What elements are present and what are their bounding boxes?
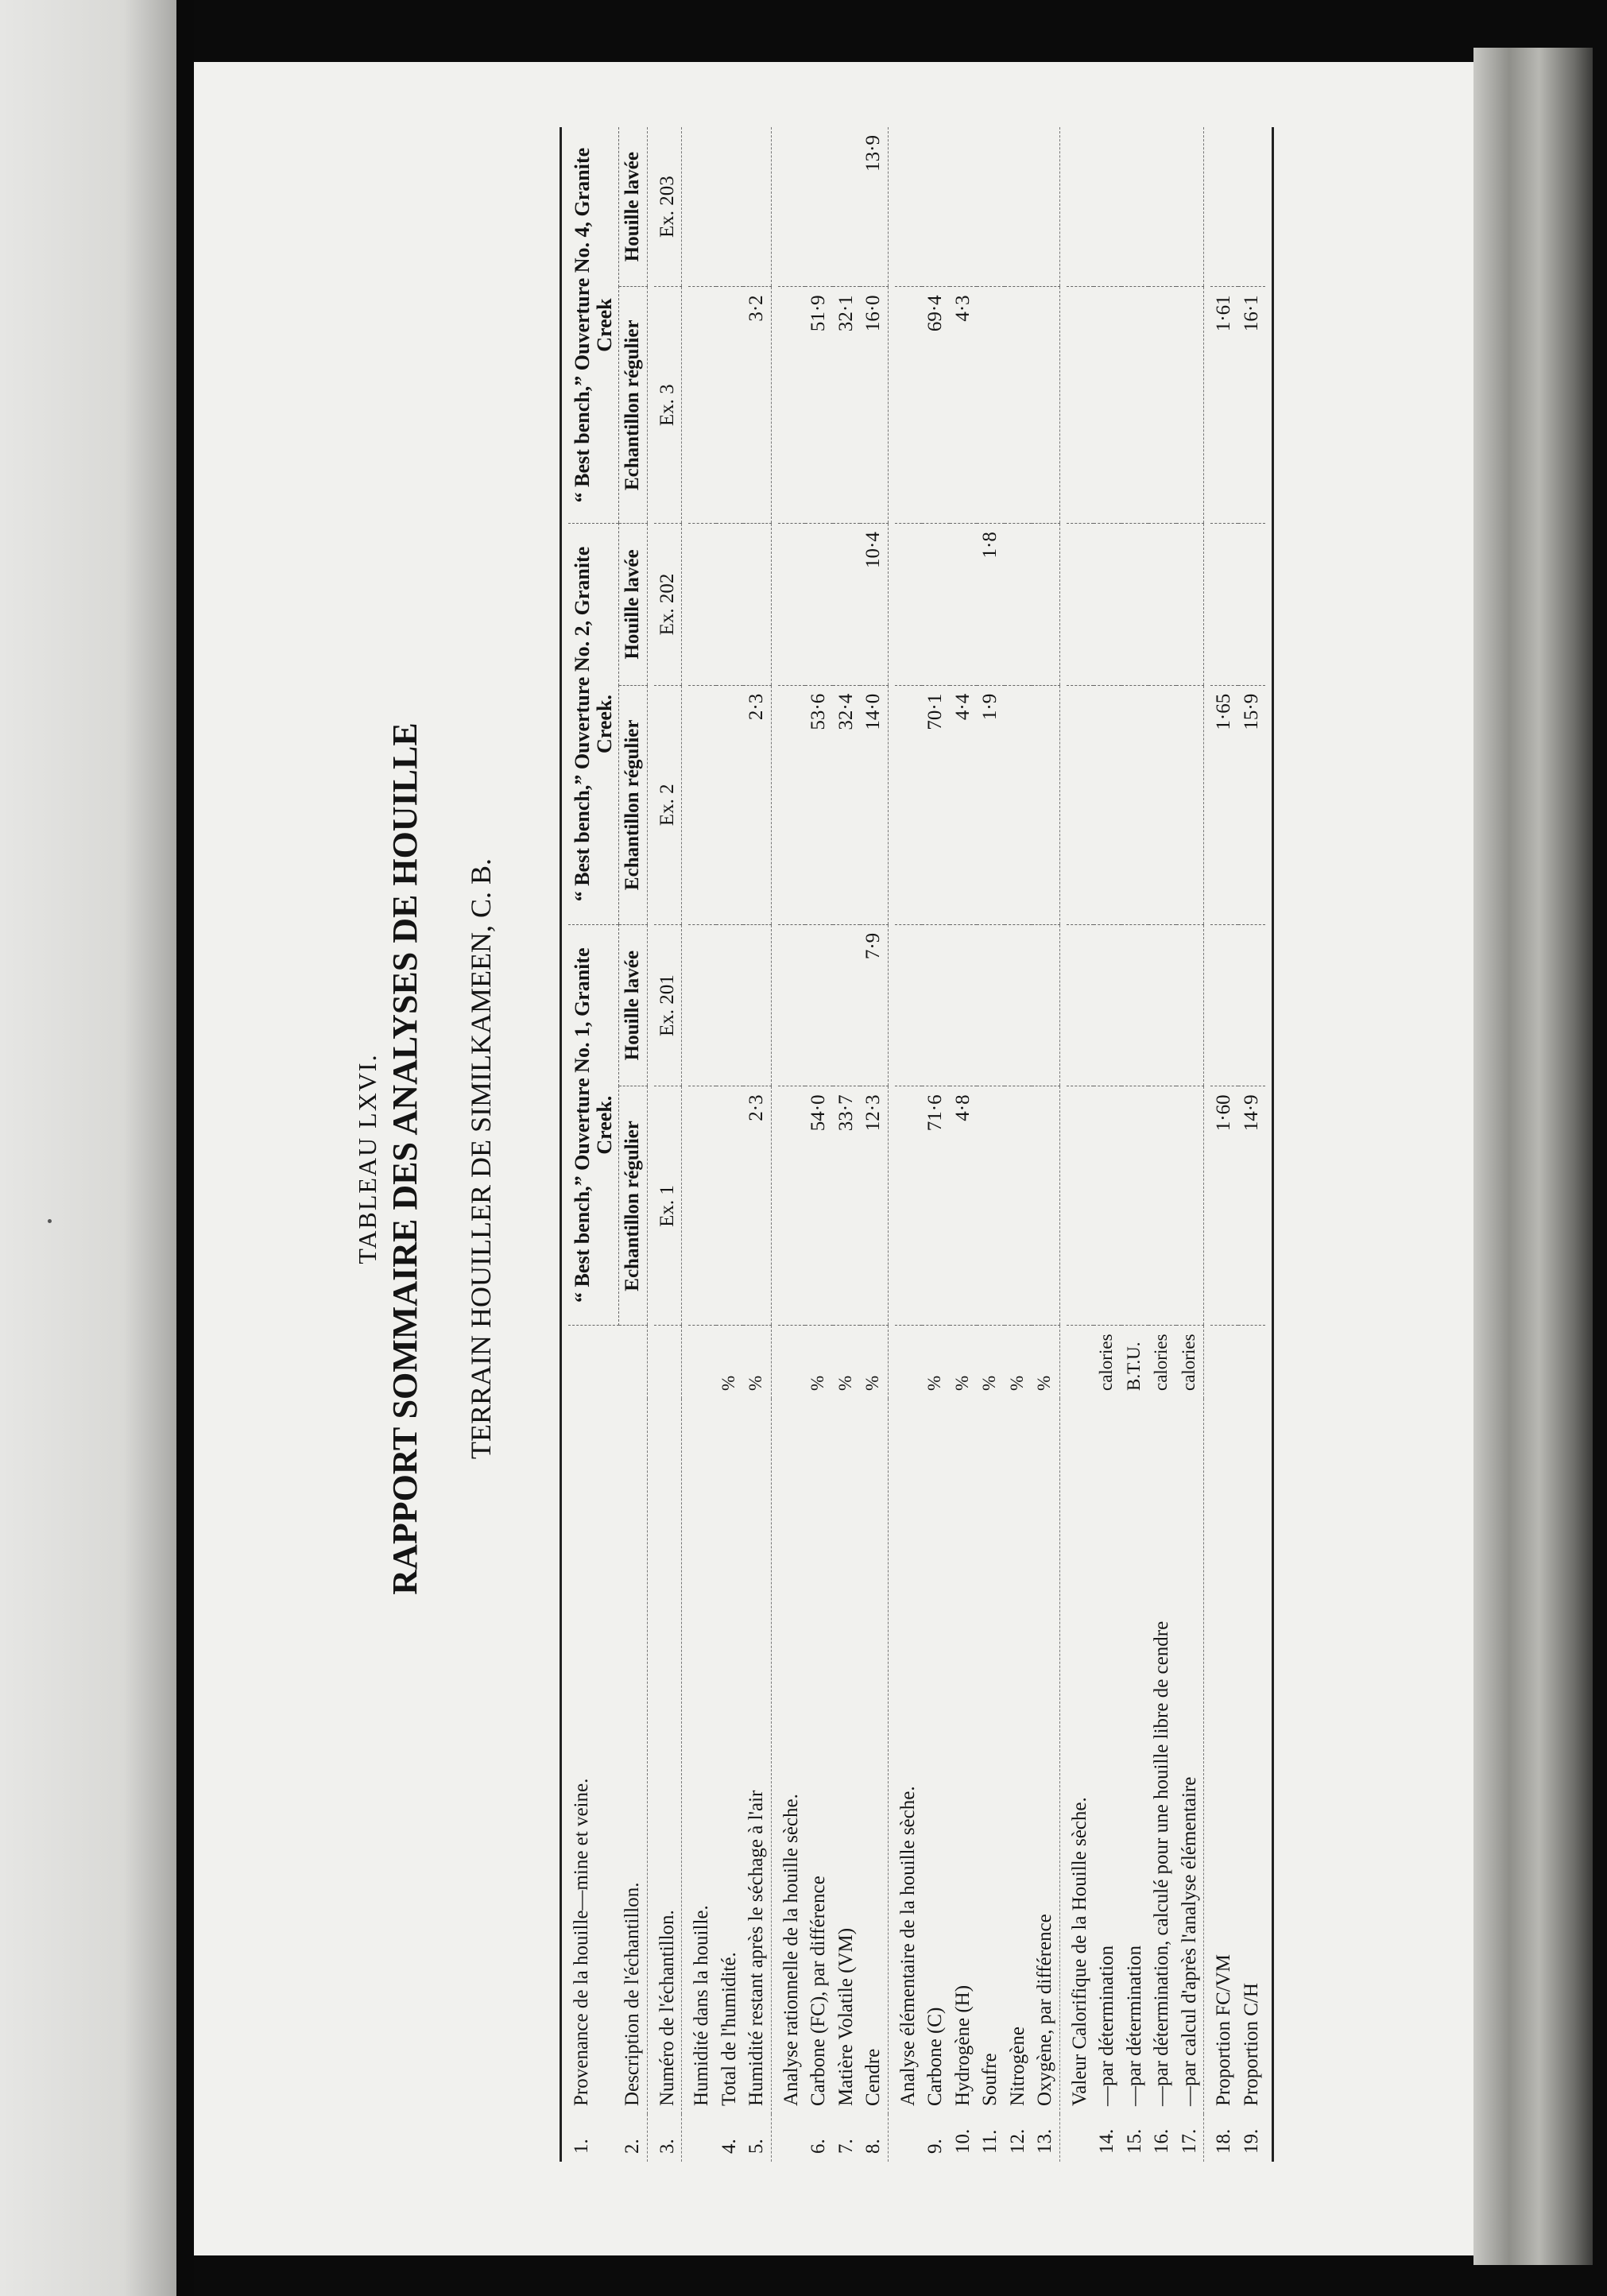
separator — [1204, 127, 1211, 2162]
section-heading-humidity — [688, 127, 716, 2162]
row-number: 12. — [1006, 2128, 1028, 2154]
value-cell — [833, 127, 861, 287]
value-cell: 32·1 — [833, 287, 861, 524]
section-heading: Analyse rationnelle de la houille sèche. — [780, 1794, 802, 2106]
value-cell — [1094, 524, 1121, 686]
row-label: —par détermination — [1123, 1945, 1145, 2106]
rotated-table-page — [194, 62, 1473, 2255]
value-cell: 71·6 — [922, 1086, 950, 1326]
value-cell — [1032, 1086, 1059, 1326]
value-cell — [1032, 924, 1059, 1086]
section-heading-ultimate — [895, 127, 923, 2162]
value-cell: 1·65 — [1210, 685, 1238, 924]
row-unit: % — [1034, 1375, 1055, 1391]
data-row — [860, 127, 888, 2162]
value-cell — [1121, 524, 1149, 686]
group-header-3: “ Best bench,” Ouverture No. 4, Granite Creek — [568, 127, 619, 524]
data-row — [833, 127, 861, 2162]
row-label: Description de l'échantillon. — [621, 1882, 643, 2106]
value-cell — [1005, 524, 1032, 686]
value-cell — [1121, 287, 1149, 524]
row-unit: calories — [1096, 1334, 1117, 1391]
value-cell: 1·8 — [977, 524, 1005, 686]
value-cell — [1094, 1086, 1121, 1326]
row-number: 11. — [979, 2129, 1001, 2154]
value-cell — [1148, 924, 1176, 1086]
data-row — [805, 127, 833, 2162]
section-heading: Valeur Calorifique de la Houille sèche. — [1068, 1797, 1090, 2106]
row-label: —par détermination — [1096, 1945, 1118, 2106]
data-row — [977, 127, 1005, 2162]
value-cell: 7·9 — [860, 924, 888, 1086]
sample-id: Ex. 1 — [654, 1086, 682, 1326]
row-label: Numéro de l'échantillon. — [656, 1910, 678, 2106]
value-cell — [1148, 127, 1176, 287]
value-cell — [716, 685, 744, 924]
value-cell: 2·3 — [743, 685, 771, 924]
separator — [888, 127, 895, 2162]
row-number: 16. — [1151, 2128, 1173, 2154]
value-cell — [1210, 127, 1238, 287]
value-cell — [1094, 127, 1121, 287]
value-cell: 3·2 — [743, 287, 771, 524]
page-stack-edge — [1473, 48, 1593, 2265]
row-unit: calories — [1178, 1334, 1198, 1391]
dust-speck — [48, 1219, 52, 1223]
row-sample-number — [654, 127, 682, 2162]
value-cell — [1094, 924, 1121, 1086]
value-cell — [1176, 127, 1204, 287]
row-unit: % — [951, 1375, 972, 1391]
value-cell: 16·1 — [1238, 287, 1266, 524]
value-cell: 70·1 — [922, 685, 950, 924]
value-cell: 4·4 — [950, 685, 978, 924]
column-header: Houille lavée — [619, 127, 648, 287]
value-cell — [1032, 685, 1059, 924]
row-label: Cendre — [862, 2048, 885, 2106]
value-cell — [1148, 685, 1176, 924]
separator — [1059, 127, 1067, 2162]
row-label: Proportion C/H — [1240, 1983, 1262, 2106]
value-cell — [833, 924, 861, 1086]
value-cell: 10·4 — [860, 524, 888, 686]
sample-id: Ex. 201 — [654, 924, 682, 1086]
value-cell — [1094, 287, 1121, 524]
row-unit: % — [924, 1375, 945, 1391]
row-number: 5. — [745, 2139, 768, 2154]
value-cell — [950, 924, 978, 1086]
value-cell: 13·9 — [860, 127, 888, 287]
row-label: Matière Volatile (VM) — [834, 1927, 857, 2106]
value-cell — [805, 524, 833, 686]
value-cell: 51·9 — [805, 287, 833, 524]
separator — [682, 127, 689, 2162]
row-label: Carbone (C) — [924, 2007, 947, 2106]
row-unit: % — [834, 1375, 855, 1391]
value-cell — [1121, 685, 1149, 924]
value-cell — [1238, 924, 1266, 1086]
row-number: 17. — [1178, 2128, 1200, 2154]
value-cell — [1005, 924, 1032, 1086]
value-cell — [1148, 1086, 1176, 1326]
value-cell: 15·9 — [1238, 685, 1266, 924]
data-row — [950, 127, 978, 2162]
row-number: 1. — [571, 2139, 592, 2154]
data-row — [1176, 127, 1204, 2162]
value-cell — [977, 1086, 1005, 1326]
row-label: —par calcul d'après l'analyse élémentaire — [1178, 1776, 1200, 2106]
value-cell — [977, 924, 1005, 1086]
section-heading-proximate — [778, 127, 806, 2162]
value-cell — [1032, 524, 1059, 686]
value-cell: 54·0 — [805, 1086, 833, 1326]
data-row — [1121, 127, 1149, 2162]
row-number: 14. — [1096, 2128, 1118, 2154]
row-unit — [1238, 1326, 1266, 1399]
value-cell — [922, 127, 950, 287]
value-cell: 2·3 — [743, 1086, 771, 1326]
separator — [647, 127, 654, 2162]
data-row — [922, 127, 950, 2162]
sample-id: Ex. 203 — [654, 127, 682, 287]
value-cell — [1210, 924, 1238, 1086]
value-cell: 53·6 — [805, 685, 833, 924]
value-cell — [805, 127, 833, 287]
row-number: 6. — [807, 2139, 830, 2154]
row-label: Total de l'humidité. — [718, 1952, 740, 2106]
value-cell — [977, 127, 1005, 287]
value-cell: 4·3 — [950, 287, 978, 524]
row-label: Hydrogène (H) — [951, 1984, 974, 2106]
section-heading: Humidité dans la houille. — [691, 1905, 713, 2106]
value-cell — [716, 127, 744, 287]
data-row — [1148, 127, 1176, 2162]
book-gutter — [176, 0, 194, 2296]
row-number: 9. — [924, 2139, 947, 2154]
value-cell — [950, 524, 978, 686]
value-cell — [1176, 1086, 1204, 1326]
column-header: Echantillon régulier — [619, 1086, 648, 1326]
value-cell: 14·0 — [860, 685, 888, 924]
data-row — [1238, 127, 1266, 2162]
row-number: 8. — [862, 2139, 885, 2154]
row-unit: % — [1006, 1375, 1027, 1391]
value-cell — [833, 524, 861, 686]
section-heading: Analyse élémentaire de la houille sèche. — [896, 1786, 919, 2106]
row-label: Provenance de la houille—mine et veine. — [571, 1778, 592, 2106]
value-cell — [805, 924, 833, 1086]
value-cell — [922, 924, 950, 1086]
row-number: 10. — [951, 2128, 974, 2154]
row-number: 7. — [834, 2139, 857, 2154]
facing-page — [0, 0, 176, 2296]
value-cell — [716, 524, 744, 686]
row-number: 18. — [1213, 2128, 1235, 2154]
sample-id: Ex. 3 — [654, 287, 682, 524]
row-number: 4. — [718, 2139, 740, 2154]
value-cell — [1094, 685, 1121, 924]
top-rule — [561, 127, 569, 2162]
row-description — [619, 127, 648, 2162]
value-cell — [1238, 127, 1266, 287]
row-number: 19. — [1240, 2128, 1262, 2154]
value-cell — [743, 524, 771, 686]
row-label: —par détermination, calculé pour une houille libre de cendre — [1151, 1620, 1173, 2106]
table-label: TABLEAU LXVI. — [353, 1053, 381, 1264]
value-cell — [1005, 127, 1032, 287]
row-unit: B.T.U. — [1123, 1342, 1144, 1391]
value-cell — [1032, 127, 1059, 287]
value-cell: 4·8 — [950, 1086, 978, 1326]
page-subtitle: TERRAIN HOUILLER DE SIMILKAMEEN, C. B. — [465, 858, 497, 1459]
value-cell — [1121, 127, 1149, 287]
value-cell — [1005, 287, 1032, 524]
value-cell — [1238, 524, 1266, 686]
group-header-1: “ Best bench,” Ouverture No. 1, Granite Creek. — [568, 924, 619, 1326]
column-header: Echantillon régulier — [619, 287, 648, 524]
data-row — [1005, 127, 1032, 2162]
value-cell — [1176, 924, 1204, 1086]
page-title: RAPPORT SOMMAIRE DES ANALYSES DE HOUILLE — [385, 722, 424, 1595]
value-cell — [1148, 287, 1176, 524]
row-label: Oxygène, par différence — [1034, 1914, 1056, 2106]
value-cell — [950, 127, 978, 287]
value-cell — [1148, 524, 1176, 686]
data-row — [716, 127, 744, 2162]
row-unit: % — [979, 1375, 1000, 1391]
row-number: 13. — [1034, 2128, 1056, 2154]
value-cell — [716, 287, 744, 524]
value-cell — [922, 524, 950, 686]
value-cell — [716, 1086, 744, 1326]
value-cell — [977, 287, 1005, 524]
column-header: Houille lavée — [619, 524, 648, 686]
value-cell — [1176, 685, 1204, 924]
value-cell: 1·9 — [977, 685, 1005, 924]
row-unit: % — [745, 1375, 766, 1391]
value-cell — [1121, 924, 1149, 1086]
row-label: Carbone (FC), par différence — [807, 1876, 830, 2106]
sample-id: Ex. 202 — [654, 524, 682, 686]
section-heading-calorific — [1067, 127, 1094, 2162]
row-label: Proportion FC/VM — [1213, 1953, 1235, 2106]
value-cell — [1121, 1086, 1149, 1326]
separator — [771, 127, 778, 2162]
value-cell: 33·7 — [833, 1086, 861, 1326]
value-cell — [716, 924, 744, 1086]
row-unit: % — [718, 1375, 738, 1391]
value-cell: 12·3 — [860, 1086, 888, 1326]
row-label: Soufre — [979, 2053, 1001, 2106]
value-cell: 1·61 — [1210, 287, 1238, 524]
value-cell — [1176, 524, 1204, 686]
column-header: Houille lavée — [619, 924, 648, 1086]
row-label: Humidité restant après le séchage à l'air — [745, 1790, 768, 2106]
row-provenance — [568, 127, 619, 2162]
row-number: 2. — [621, 2139, 643, 2154]
value-cell — [1176, 287, 1204, 524]
coal-analysis-table — [560, 127, 1274, 2162]
data-row — [743, 127, 771, 2162]
row-unit: calories — [1151, 1334, 1171, 1391]
row-unit: % — [807, 1375, 828, 1391]
value-cell: 14·9 — [1238, 1086, 1266, 1326]
value-cell: 1·60 — [1210, 1086, 1238, 1326]
row-number: 15. — [1123, 2128, 1145, 2154]
row-unit — [1210, 1326, 1238, 1399]
data-row — [1210, 127, 1238, 2162]
bottom-rule — [1265, 127, 1273, 2162]
value-cell — [1210, 524, 1238, 686]
value-cell — [1005, 1086, 1032, 1326]
data-row — [1032, 127, 1059, 2162]
group-header-2: “ Best bench,” Ouverture No. 2, Granite Creek. — [568, 524, 619, 925]
row-label: Nitrogène — [1006, 2027, 1028, 2106]
data-row — [1094, 127, 1121, 2162]
value-cell: 32·4 — [833, 685, 861, 924]
column-header: Echantillon régulier — [619, 685, 648, 924]
row-number: 3. — [656, 2139, 678, 2154]
value-cell: 69·4 — [922, 287, 950, 524]
value-cell — [1005, 685, 1032, 924]
value-cell: 16·0 — [860, 287, 888, 524]
value-cell — [743, 127, 771, 287]
sample-id: Ex. 2 — [654, 685, 682, 924]
value-cell — [743, 924, 771, 1086]
value-cell — [1032, 287, 1059, 524]
row-unit: % — [862, 1375, 883, 1391]
